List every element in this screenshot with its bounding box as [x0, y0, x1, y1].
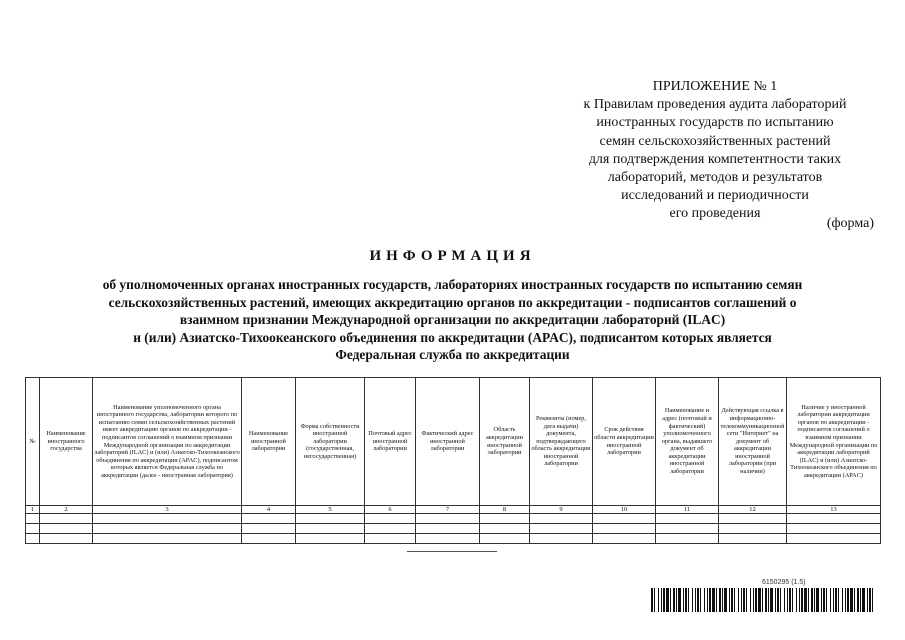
table-cell	[365, 524, 416, 534]
table-cell	[787, 514, 881, 524]
header-cell: Фактический адрес иностранной лаборатории	[416, 378, 480, 506]
barcode-image	[651, 588, 877, 612]
appendix-heading: ПРИЛОЖЕНИЕ № 1	[652, 79, 778, 94]
subtitle-line: Федеральная служба по аккредитации	[335, 347, 570, 362]
table-cell	[787, 524, 881, 534]
subtitle-line: и (или) Азиатско-Тихоокеанского объединения по аккредитации (APAC), подписантом которых является	[133, 329, 772, 345]
table-cell	[719, 534, 787, 544]
table-row	[26, 524, 881, 534]
appendix-line: для подтверждения компетентности таких	[588, 151, 842, 167]
table-cell	[93, 534, 242, 544]
table-row	[26, 514, 881, 524]
separator-line	[407, 551, 497, 552]
table-cell	[40, 534, 93, 544]
column-number: 5	[296, 506, 365, 514]
header-cell: Форма собственности иностранной лаборатории (государственная, негосударственная)	[296, 378, 365, 506]
table-cell	[480, 524, 530, 534]
table-cell	[593, 514, 656, 524]
table-cell	[530, 514, 593, 524]
header-cell: Реквизиты (номер, дата выдачи) документа, подтверждающего область аккредитации иностранной лаборатории	[530, 378, 593, 506]
table-number-row	[26, 506, 881, 514]
appendix-block	[555, 78, 875, 224]
document-code: 6150295 (1.5)	[762, 579, 806, 586]
table-cell	[242, 524, 296, 534]
table-cell	[719, 514, 787, 524]
document-subtitle	[30, 276, 875, 364]
column-number: 6	[365, 506, 416, 514]
column-number: 3	[93, 506, 242, 514]
table-cell	[93, 514, 242, 524]
table-cell	[40, 514, 93, 524]
table-cell	[296, 514, 365, 524]
column-number: 9	[530, 506, 593, 514]
column-number: 7	[416, 506, 480, 514]
table-cell	[242, 534, 296, 544]
table-cell	[26, 514, 40, 524]
column-number: 2	[40, 506, 93, 514]
table-cell	[656, 514, 719, 524]
table-cell	[416, 534, 480, 544]
table-cell	[40, 524, 93, 534]
table-cell	[26, 524, 40, 534]
column-number: 1	[26, 506, 40, 514]
header-cell: Срок действия области аккредитации иностранной лаборатории	[593, 378, 656, 506]
appendix-line: исследований и периодичности	[621, 188, 809, 204]
table-cell	[365, 534, 416, 544]
header-cell: Наименование иностранного государства	[40, 378, 93, 506]
appendix-line: иностранных государств по испытанию	[596, 115, 834, 131]
table-cell	[656, 524, 719, 534]
table-cell	[480, 534, 530, 544]
header-cell: Наименование уполномоченного органа иностранного государства, лаборатории которого по испытанию семян сельскохозяйственных растений имеет аккредитацию органов по аккредитации - подписантов соглашений о взаимном признании Международной организации по аккредитации лабораторий (ILAC) и (или) Азиатско-Тихоокеанского объединения по аккредитации (APAC), подписантом которых является Федеральная служба по аккредитации (далее - иностранная лаборатория)	[93, 378, 242, 506]
table-cell	[530, 524, 593, 534]
table-cell	[593, 524, 656, 534]
table-cell	[719, 524, 787, 534]
appendix-line: лабораторий, методов и результатов	[607, 170, 823, 186]
table-cell	[93, 524, 242, 534]
table-row	[26, 534, 881, 544]
table-cell	[242, 514, 296, 524]
information-table	[25, 377, 881, 544]
table-cell	[26, 534, 40, 544]
subtitle-line: взаимном признании Международной организации по аккредитации лабораторий (ILAC)	[179, 312, 726, 327]
appendix-line: семян сельскохозяйственных растений	[599, 133, 831, 149]
table-cell	[480, 514, 530, 524]
subtitle-line: сельскохозяйственных растений, имеющих аккредитацию органов по аккредитации - подписантов соглашений о	[108, 294, 797, 310]
appendix-line: к Правилам проведения аудита лабораторий	[583, 97, 847, 113]
form-note: (форма)	[826, 216, 874, 231]
header-cell: Почтовый адрес иностранной лаборатории	[365, 378, 416, 506]
table-header-row	[26, 378, 881, 506]
header-cell: №	[26, 378, 40, 506]
column-number: 4	[242, 506, 296, 514]
column-number: 8	[480, 506, 530, 514]
table-cell	[656, 534, 719, 544]
table-cell	[416, 514, 480, 524]
header-cell: Наличие у иностранной лаборатории аккредитации органов по аккредитации - подписантов соглашений о взаимном признании Международной организации по аккредитации лабораторий (ILAC) и (или) Азиатско-Тихоокеанского объединения по аккредитации (APAC)	[787, 378, 881, 506]
header-cell: Действующая ссылка в информационно-телекоммуникационной сети "Интернет" на документ об аккредитации иностранной лаборатории (при наличии)	[719, 378, 787, 506]
column-number: 13	[787, 506, 881, 514]
column-number: 12	[719, 506, 787, 514]
table-cell	[296, 524, 365, 534]
subtitle-line: об уполномоченных органах иностранных государств, лабораториях иностранных государств по испытанию семян	[102, 277, 803, 292]
table-cell	[365, 514, 416, 524]
table-cell	[530, 534, 593, 544]
table-cell	[416, 524, 480, 534]
column-number: 11	[656, 506, 719, 514]
table-cell	[593, 534, 656, 544]
appendix-line: его проведения	[669, 206, 761, 222]
table-cell	[787, 534, 881, 544]
table-cell	[296, 534, 365, 544]
header-cell: Наименование иностранной лаборатории	[242, 378, 296, 506]
column-number: 10	[593, 506, 656, 514]
document-title: ИНФОРМАЦИЯ	[369, 248, 536, 264]
header-cell: Область аккредитации иностранной лаборатории	[480, 378, 530, 506]
header-cell: Наименование и адрес (почтовый и фактический) уполномоченного органа, выдавшего документ об аккредитации иностранной лаборатории	[656, 378, 719, 506]
